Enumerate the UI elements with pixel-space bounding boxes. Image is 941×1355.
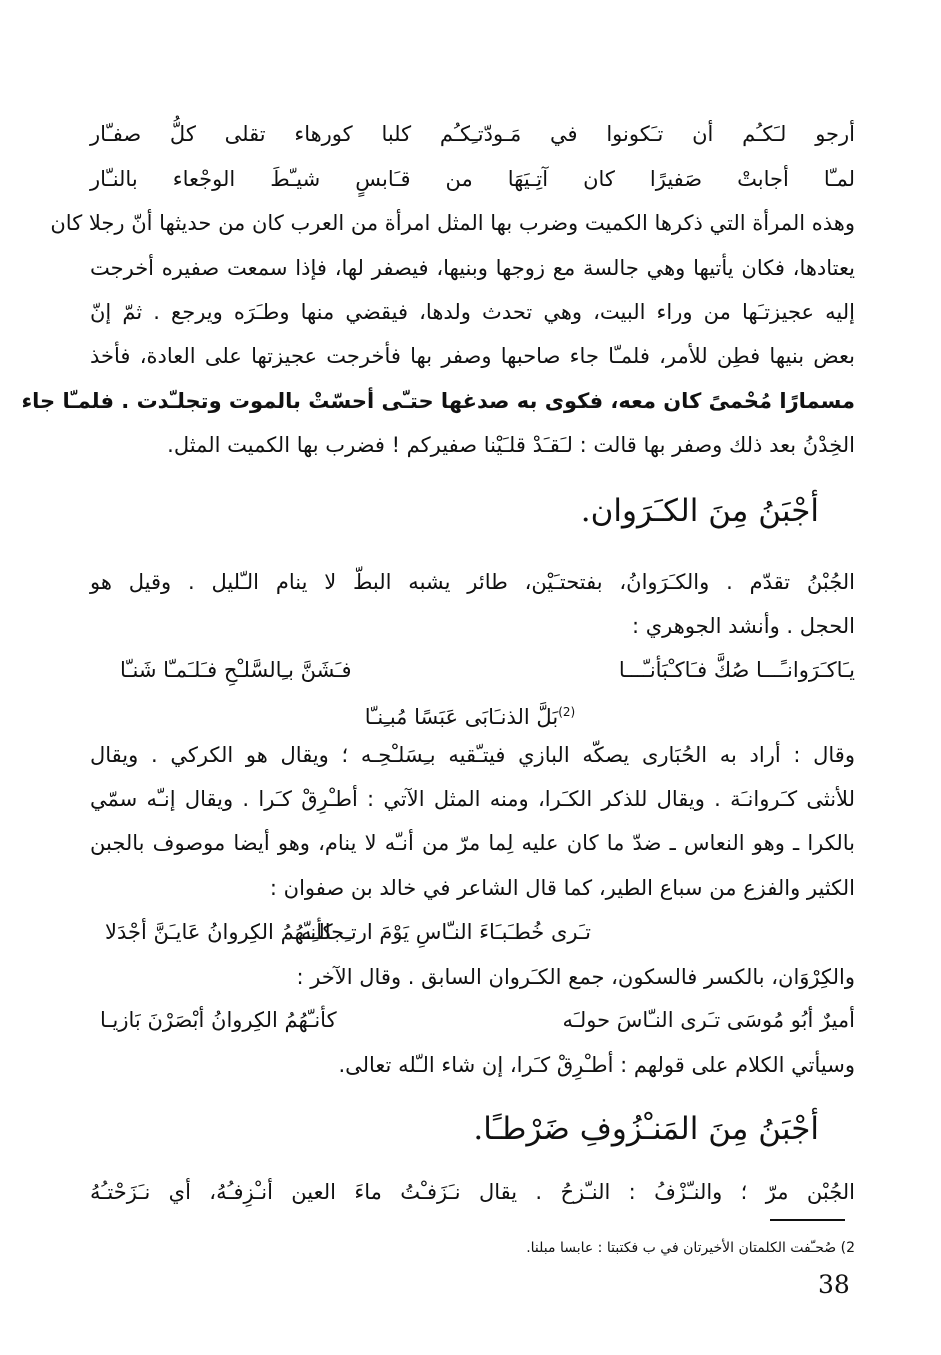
text-line: الجُبْنُ تقدّم . والكـَرَوانُ، بفتحتـَيْن، طائر يشبه البطّ لا ينام الـّليل . وقيل هو	[90, 570, 855, 594]
text-line: إليه عجيزتـَها من وراء البيت، وهي تحدث ولدها، فيقضي منها وطـَرَه ويرجع . ثمّ إنّ	[90, 300, 855, 324]
text-line: وقال : أراد به الحُبَارى يصكّه البازي فيتـّقيه بـِسَلـْحِـه ؛ ويقال هو الكركي . ويقال	[90, 743, 855, 767]
verse-hemistich-left: كأنـّهُمُ الكِروانُ أبْصَرْنَ بَازيـا	[100, 1008, 337, 1032]
verse-line: أرجو لـَكـُم أن تـَكونوا في مَـودّتـِكـُم كلبا كورهاء تقلى كلُّ صفـّار	[90, 122, 855, 146]
verse-hemistich-right: أميرٌ أبُو مُوسَى تـَرى النـّاسَ حولـَه	[562, 1008, 855, 1032]
text-line: الكثير والفزع من سباع الطير، كما قال الشاعر في خالد بن صفوان :	[269, 876, 855, 900]
text-line: بالكرا ـ وهو النعاس ـ ضدّ ما كان عليه لِما مرّ من أنـّه لا ينام، وهو أيضا موصوف بالجبن	[90, 831, 855, 855]
text-line: الخِدْنُ بعد ذلك وصفر بها قالت : لـَقـَدْ قلـَيْنا صفيركم ! فضرب بها الكميت المثل.	[167, 433, 855, 457]
verse-hemistich-right: تـَرى خُطـَبـَاءَ النـّاسِ يَوْمَ ارتـِجالـِه	[300, 920, 591, 944]
proverb-heading: أجْبَنُ مِنَ المَنـْزُوفِ ضَرْطـًا.	[473, 1111, 819, 1147]
text-line: الحجل . وأنشد الجوهري :	[631, 614, 855, 638]
verse-hemistich-left: كأنـّهُمُ الكِروانُ عَايـَنَّ أجْدَلا	[105, 920, 333, 944]
text-line: للأنثى كـَروانـَة . ويقال للذكر الكـَرا، ومنه المثل الآتي : أطـْرِقْ كـَرا . ويقال إنـّه سمّي	[90, 787, 855, 811]
verse-line-continuation: $^{(2)}$بَلَّ الذنـَابَى عَبَسًا مُبـِنـّا	[364, 705, 576, 729]
text-line: بعض بنيها فطِن للأمر، فلمـّا جاء صاحبها وصفر بها فأخرجت عجيزتها على العادة، فأخذ	[90, 344, 855, 368]
verse-line: لمـّا أجابتْ صَفيرًا كان آتِـيَهَا من قـَابسٍ شيـّطَ الوجْعاء بالنـّار	[90, 167, 855, 191]
verse-hemistich-right: يـَاكـَرَوانـًـــا صُكَّ فـَاكـْبَأنـّـــا	[618, 658, 855, 682]
footnote-separator	[770, 1219, 845, 1221]
text-line: يعتادها، فكان يأتيها وهي جالسة مع زوجها وبنيها، فيصفر لها، فإذا سمعت صفيره أخرجت	[90, 256, 855, 280]
text-line: الجُبْن مرّ ؛ والنـّزْفُ : النـّزحُ . يقال نـَزَفـْتُ ماءَ العين أنـْزِفـُهُ، أي نـَزَحْتـُهُ	[90, 1180, 855, 1204]
text-line: وهذه المرأة التي ذكرها الكميت وضرب بها المثل امرأة من العرب كان من حديثها أنّ رجلا كان	[50, 211, 855, 235]
footnote-marker: (2)	[558, 705, 576, 719]
text-line: وسيأتي الكلام على قولهم : أطـْرِقْ كـَرا، إن شاء الـّله تعالى.	[338, 1053, 855, 1077]
verse-hemistich-left: فـَشَنَّ بـِالسَّلـْحِ فـَلـَمـّا شَنـّا	[120, 658, 352, 682]
page-number: 38	[818, 1270, 850, 1299]
text-line: والكِرْوَان، بالكسر فالسكون، جمع الكـَروان السابق . وقال الآخر :	[296, 965, 855, 989]
proverb-heading: أجْبَنُ مِنَ الكـَرَوان.	[580, 493, 819, 529]
text-line: مسمارًا مُحْمىً كان معه، فكوى به صدغها حتـّى أحسّتْ بالموت وتجلـّدت . فلمـّا جاء	[21, 389, 855, 413]
footnote: 2) صُحـّفت الكلمتان الأخيرتان في ب فكتبتا : عابسا مبلنا.	[526, 1240, 855, 1256]
